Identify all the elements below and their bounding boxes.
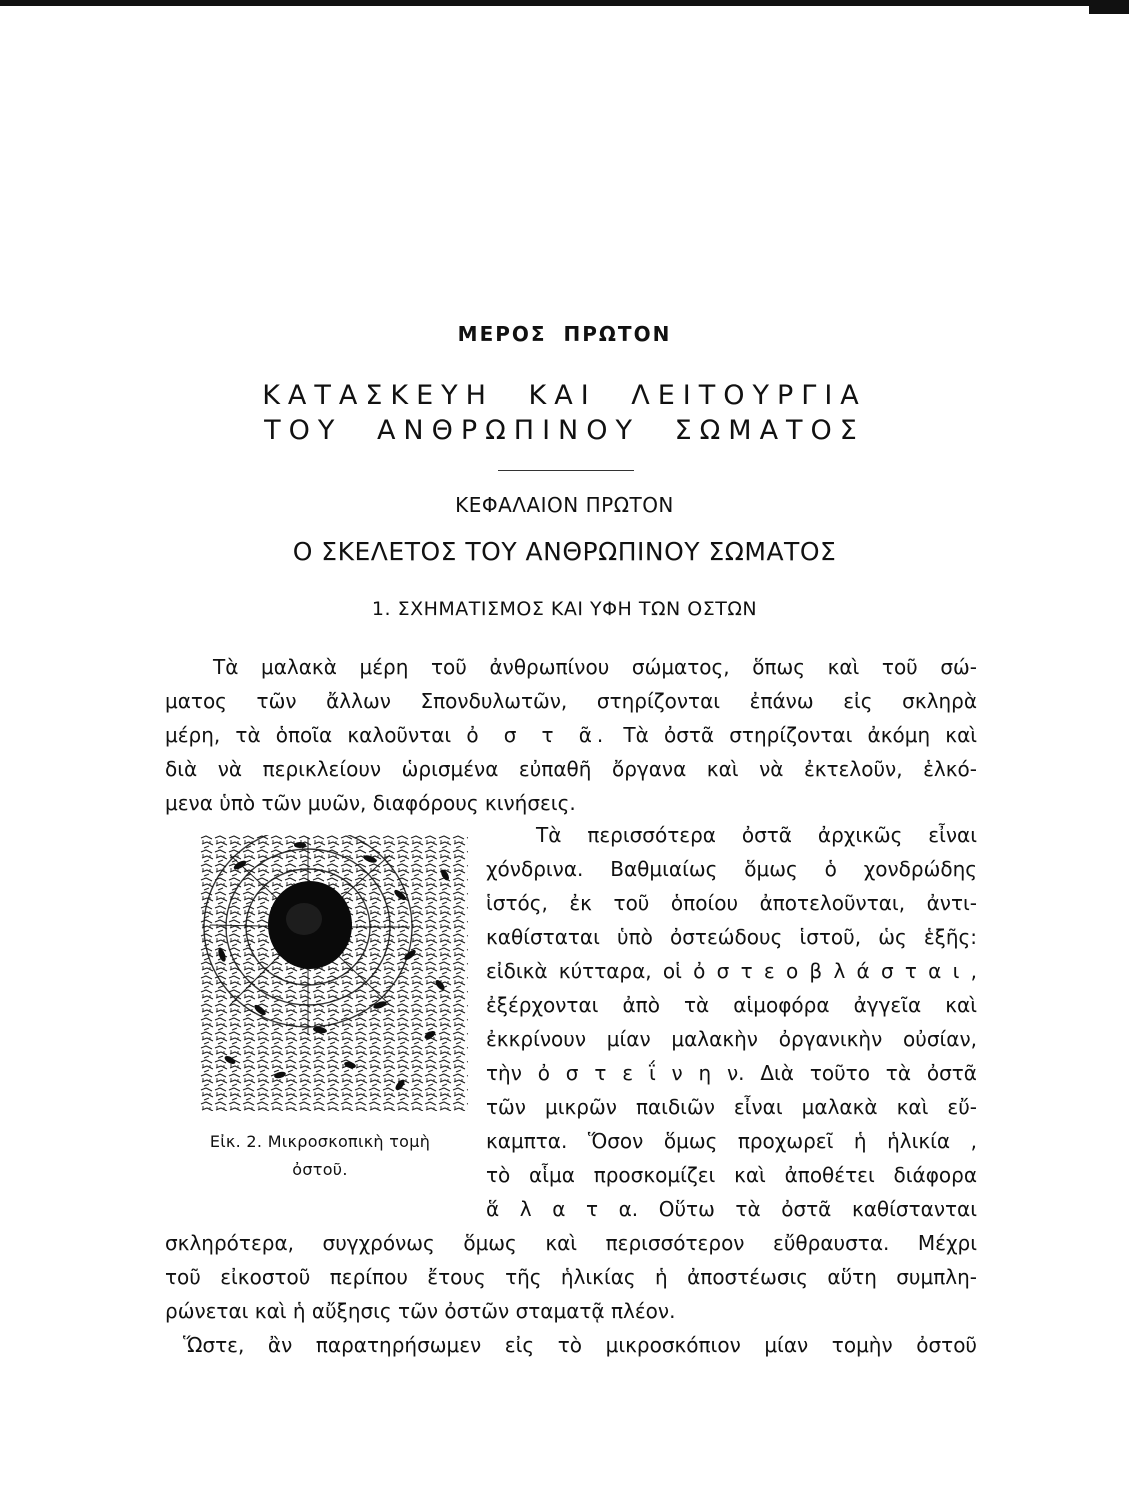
paragraph-2-line-3: ἱστός, ἐκ τοῦ ὁποίου ἀποτελοῦνται, ἀντι- (486, 891, 977, 915)
paragraph-1-line-3-start: μέρη, τὰ ὁποῖα καλοῦνται (165, 723, 452, 747)
figure-caption-line-1: Εἰκ. 2. Μικροσκοπικὴ τομὴ (209, 1132, 431, 1151)
bone-microscopic-section-figure (200, 835, 468, 1111)
paragraph-2-line-5: εἰδικὰ κύτταρα, οἱ ὀ σ τ ε ο β λ ά σ τ α ι , (486, 959, 977, 983)
paragraph-1-line-3-end: Τὰ ὀστᾶ στηρίζονται ἀκόμη καὶ (623, 723, 978, 747)
paragraph-1-line-4: διὰ νὰ περικλείουν ὡρισμένα εὐπαθῆ ὄργανα καὶ νὰ ἐκτελοῦν, ἑλκό- (165, 757, 977, 781)
figure-caption-line-2: ὀστοῦ. (292, 1160, 348, 1179)
chapter-label: ΚΕΦΑΛΑΙΟΝ ΠΡΩΤΟΝ (455, 493, 674, 517)
paragraph-2-line-15: ρώνεται καὶ ἡ αὔξησις τῶν ὀστῶν σταματᾷ πλέον. (165, 1299, 676, 1323)
section-title: 1. ΣΧΗΜΑΤΙΣΜΟΣ ΚΑΙ ΥΦΗ ΤΩΝ ΟΣΤΩΝ (371, 598, 758, 620)
part-title: ΜΕΡΟΣ ΠΡΩΤΟΝ (457, 322, 672, 346)
scan-top-corner (1089, 0, 1129, 14)
term-osta: ὀ σ τ ᾶ. (466, 723, 609, 747)
main-title-line-1: ΚΑΤΑΣΚΕΥΗ ΚΑΙ ΛΕΙΤΟΥΡΓΙΑ (262, 380, 867, 411)
paragraph-2-line-14: τοῦ εἰκοστοῦ περίπου ἔτους τῆς ἡλικίας ἡ ἀποστέωσις αὕτη συμπλη- (165, 1265, 977, 1289)
paragraph-2-line-8: τὴν ὀ σ τ ε ΐ ν η ν. Διὰ τοῦτο τὰ ὀστᾶ (486, 1061, 977, 1085)
paragraph-2-line-10: καμπτα. Ὅσον ὅμως προχωρεῖ ἡ ἡλικία , (486, 1129, 977, 1153)
paragraph-2-line-13: σκληρότερα, συγχρόνως ὅμως καὶ περισσότερον εὔθραυστα. Μέχρι (165, 1231, 977, 1255)
paragraph-2-line-11: τὸ αἷμα προσκομίζει καὶ ἀποθέτει διάφορα (486, 1163, 977, 1187)
paragraph-2-line-12: ἅ λ α τ α. Οὕτω τὰ ὀστᾶ καθίστανται (486, 1197, 977, 1221)
paragraph-1-line-5: μενα ὑπὸ τῶν μυῶν, διαφόρους κινήσεις. (165, 791, 576, 815)
paragraph-2-line-1: Τὰ περισσότερα ὀστᾶ ἀρχικῶς εἶναι (536, 823, 977, 847)
paragraph-2-line-9: τῶν μικρῶν παιδιῶν εἶναι μαλακὰ καὶ εὔ- (486, 1095, 977, 1119)
paragraph-2-line-7: ἐκκρίνουν μίαν μαλακὴν ὀργανικὴν οὐσίαν, (486, 1027, 977, 1051)
paragraph-1-line-2: ματος τῶν ἄλλων Σπονδυλωτῶν, στηρίζονται ἐπάνω εἰς σκληρὰ (165, 689, 977, 713)
paragraph-2-line-6: ἐξέρχονται ἀπὸ τὰ αἱμοφόρα ἀγγεῖα καὶ (486, 993, 977, 1017)
paragraph-2-line-2: χόνδρινα. Βαθμιαίως ὅμως ὁ χονδρώδης (486, 857, 977, 881)
chapter-title: Ο ΣΚΕΛΕΤΟΣ ΤΟΥ ΑΝΘΡΩΠΙΝΟΥ ΣΩΜΑΤΟΣ (292, 537, 837, 566)
paragraph-1-line-3 (165, 718, 977, 752)
scan-top-edge (0, 0, 1129, 6)
paragraph-3-line-1: Ὥστε, ἂν παρατηρήσωμεν εἰς τὸ μικροσκόπιον μίαν τομὴν ὀστοῦ (183, 1333, 977, 1357)
title-divider (498, 470, 634, 471)
paragraph-2-line-4: καθίσταται ὑπὸ ὀστεώδους ἱστοῦ, ὡς ἑξῆς: (486, 925, 977, 949)
main-title-line-2: ΤΟΥ ΑΝΘΡΩΠΙΝΟΥ ΣΩΜΑΤΟΣ (264, 415, 865, 446)
paragraph-1-line-1: Τὰ μαλακὰ μέρη τοῦ ἀνθρωπίνου σώματος, ὅπως καὶ τοῦ σώ- (213, 655, 977, 679)
